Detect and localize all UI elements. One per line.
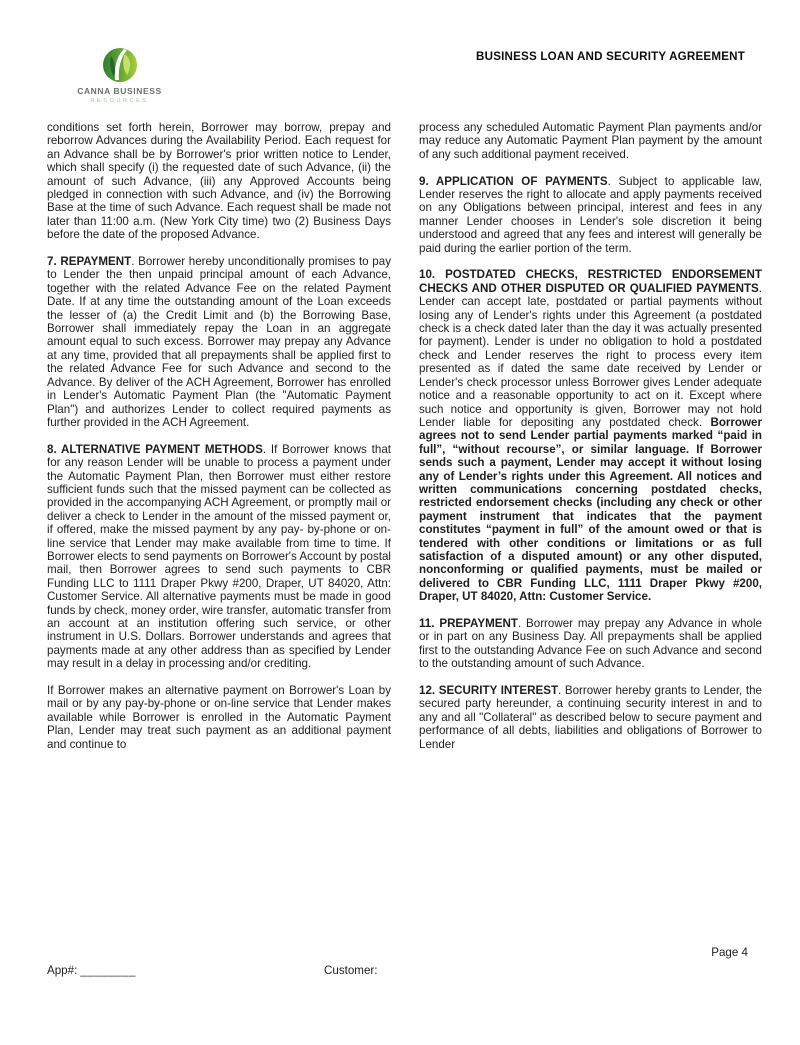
paragraph-advances-continuation: conditions set forth herein, Borrower may borrow, prepay and reborrow Advances during the Availability Period. Each request for an Advance shall be by Borrower's prior written notice to Lender, which shall specify (i) the requested date of such Advance, (ii) the amount of such Advance, (iii) any Approved Accounts being pledged in connection with such Advance, and (iv) the Borrowing Base at the time of such Advance. Each request shall be made not later than 11:00 a.m. (New York City time) two (2) Business Days before the date of the proposed Advance.	[47, 121, 391, 242]
section-12-security-interest	[419, 684, 762, 751]
app-number-blank-line: ________	[80, 964, 136, 977]
section-7-repayment	[47, 255, 391, 429]
section-7-body: . Borrower hereby unconditionally promises to pay to Lender the then unpaid principal amount of each Advance, together with the related Advance Fee on the related Payment Date. If at any time the outstanding amount of the Loan exceeds the lesser of (a) the Credit Limit and (b) the Borrowing Base, Borrower shall immediately repay the Loan in an aggregate amount equal to such excess. Borrower may prepay any Advance at any time, provided that all prepayments shall be applied first to the related Advance Fee for such Advance and second to the Advance. By deliver of the ACH Agreement, Borrower has enrolled in Lender's Automatic Payment Plan (the "Automatic Payment Plan") and authorizes Lender to collect required payments as further provided in the ACH Agreement.	[47, 255, 391, 429]
right-column	[419, 121, 762, 764]
section-7-heading: 7. REPAYMENT	[47, 255, 132, 269]
section-9-heading: 9. APPLICATION OF PAYMENTS	[419, 174, 608, 188]
section-10-heading: 10. POSTDATED CHECKS, RESTRICTED ENDORSEMENT CHECKS AND OTHER DISPUTED OR QUALIFIED PAYMENTS	[419, 268, 762, 295]
leaf-circle-icon	[101, 46, 139, 84]
section-10-body-bold: Borrower agrees not to send Lender partial payments marked “paid in full”, “without recourse”, or similar language. If Borrower sends such a payment, Lender may accept it without losing any of Lender’s rights under this Agreement. All notices and written communications concerning postdated checks, restricted endorsement checks (including any check or other payment instrument that indicates that the payment constitutes “payment in full” of the amount owed or that is tendered with other conditions or limitations or as full satisfaction of a disputed amount) or any other disputed, nonconforming or qualified payments, must be mailed or delivered to CBR Funding LLC, 1111 Draper Pkwy #200, Draper, UT 84020, Attn: Customer Service.	[419, 415, 762, 604]
paragraph-payment-plan-continuation: process any scheduled Automatic Payment Plan payments and/or may reduce any Automatic Payment Plan payment by the amount of any such additional payment received.	[419, 121, 762, 161]
section-11-body: . Borrower may prepay any Advance in whole or in part on any Business Day. All prepayments shall be applied first to the outstanding Advance Fee on such Advance and second to the outstanding amount of such Advance.	[419, 616, 763, 671]
section-10-postdated-checks	[419, 268, 762, 603]
section-9-application-of-payments	[419, 175, 762, 255]
left-column	[47, 121, 391, 764]
logo-subtitle: RESOURCES	[90, 98, 149, 104]
paragraph-alternative-payment-outro: If Borrower makes an alternative payment on Borrower's Loan by mail or by any pay-by-phone or on-line service that Lender makes available while Borrower is enrolled in the Automatic Payment Plan, Lender may treat such payment as an additional payment and continue to	[47, 684, 391, 751]
section-11-heading: 11. PREPAYMENT	[419, 616, 518, 630]
section-12-heading: 12. SECURITY INTEREST	[419, 684, 559, 697]
section-12-body: . Borrower hereby grants to Lender, the secured party hereunder, a continuing security interest in and to any and all "Collateral" as described below to secure payment and performance of all debts, liabilities and obligations of Borrower to Lender	[419, 684, 762, 751]
app-number-label: App#:	[47, 964, 78, 977]
app-number-field	[47, 964, 136, 977]
customer-label: Customer:	[324, 964, 378, 977]
document-title: BUSINESS LOAN AND SECURITY AGREEMENT	[476, 50, 745, 63]
company-logo	[72, 46, 167, 104]
logo-name: CANNA BUSINESS	[77, 86, 162, 96]
section-10-body: . Lender can accept late, postdated or partial payments without losing any of Lender's rights under this Agreement (a postdated check is a check dated later than the day it was actually presented for payment). Lender is under no obligation to hold a postdated check and Lender reserves the right to process every item presented as if dated the same date received by Lender or Lender's check processor unless Borrower gives Lender adequate notice and a reasonable opportunity to act on it. Except where such notice and opportunity is given, Borrower may not hold Lender liable for depositing any postdated check.	[419, 281, 762, 429]
section-11-prepayment	[419, 617, 762, 671]
section-8-body: . If Borrower knows that for any reason Lender will be unable to process a payment under the Automatic Payment Plan, then Borrower must either restore sufficient funds such that the missed payment can be collected as provided in the accompanying ACH Agreement, or promptly mail or deliver a check to Lender in the amount of the missed payment or, if offered, make the missed payment by any pay- by-phone or on-line service that Lender may make available from time to time. If Borrower elects to send payments on Borrower's Account by postal mail, then Borrower agrees to send such payments to CBR Funding LLC to 1111 Draper Pkwy #200, Draper, UT 84020, Attn: Customer Service. All alternative payments must be made in good funds by check, money order, wire transfer, automatic transfer from an account at an institution offering such service, or other instrument in U.S. Dollars. Borrower understands and agrees that payments made at any other address than as specified by Lender may result in a delay in processing and/or crediting.	[47, 442, 391, 671]
section-8-alternative-payment-methods	[47, 443, 391, 671]
section-9-body: . Subject to applicable law, Lender reserves the right to allocate and apply payments received on any Obligations between principal, interest and fees in any manner Lender chooses in Lender's sole discretion it being understood and agreed that any fees and interest will generally be paid during the earlier portion of the term.	[419, 174, 762, 255]
section-8-heading: 8. ALTERNATIVE PAYMENT METHODS	[47, 442, 263, 456]
page-number: Page 4	[711, 946, 748, 959]
